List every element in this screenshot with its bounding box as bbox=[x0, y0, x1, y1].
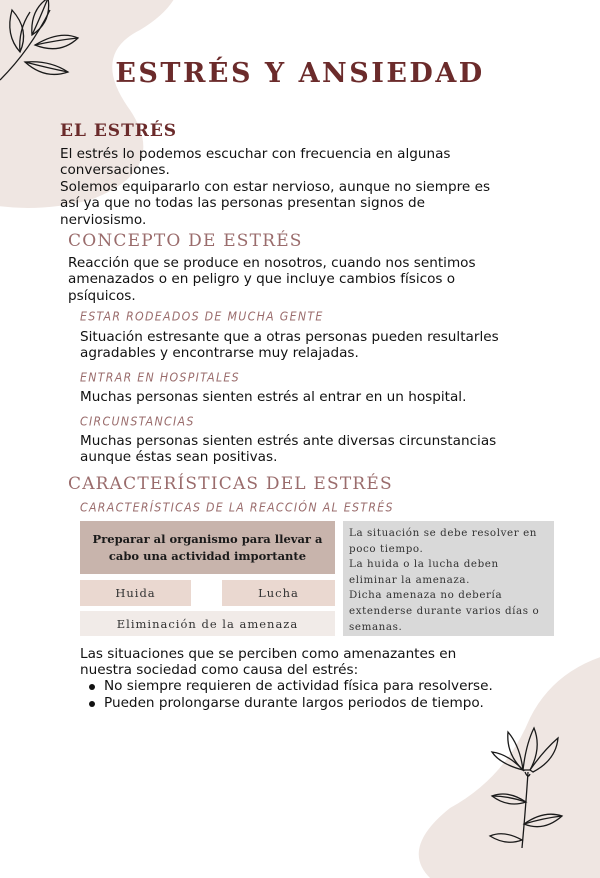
diagram-side-note bbox=[343, 521, 554, 636]
text-line: El estrés lo podemos escuchar con frecuencia en algunas bbox=[60, 146, 451, 162]
caracteristicas-subheading: CARACTERÍSTICAS DE LA REACCIÓN AL ESTRÉS bbox=[80, 500, 394, 515]
text-line: nuestra sociedad como causa del estrés: bbox=[80, 662, 359, 679]
diagram-huida-box: Huida bbox=[80, 580, 191, 606]
ejemplo-text-hospitales bbox=[80, 389, 466, 405]
text-line: así ya que no todas las personas presentan signos de bbox=[60, 195, 425, 212]
side-note-line: eliminar la amenaza. bbox=[349, 573, 471, 586]
text-line: nerviosismo. bbox=[60, 211, 147, 228]
list-item: No siempre requieren de actividad física para resolverse. bbox=[88, 678, 493, 695]
text-line: Las situaciones que se perciben como amenazantes en bbox=[80, 646, 457, 662]
list-item: Pueden prolongarse durante largos periodos de tiempo. bbox=[88, 695, 493, 712]
text-line: amenazados o en peligro y que incluye cambios físicos o bbox=[68, 271, 456, 288]
text-line: Muchas personas sienten estrés ante diversas circunstancias bbox=[80, 433, 497, 449]
side-note-line: Dicha amenaza no debería bbox=[349, 589, 503, 602]
text-line: Situación estresante que a otras personas pueden resultarles bbox=[80, 329, 499, 345]
caracteristicas-heading: CARACTERÍSTICAS DEL ESTRÉS bbox=[68, 474, 393, 494]
concepto-paragraph bbox=[68, 255, 476, 304]
diagram-eliminacion-box: Eliminación de la amenaza bbox=[80, 611, 335, 636]
situaciones-paragraph bbox=[80, 646, 456, 679]
ejemplo-heading-circunstancias: CIRCUNSTANCIAS bbox=[80, 414, 195, 429]
text-line: Solemos equipararlo con estar nervioso, aunque no siempre es bbox=[60, 178, 491, 195]
ejemplo-text-circunstancias bbox=[80, 433, 496, 466]
section-heading-estres: EL ESTRÉS bbox=[60, 121, 178, 141]
ejemplo-heading-hospitales: ENTRAR EN HOSPITALES bbox=[80, 370, 240, 385]
ejemplo-heading-gente: ESTAR RODEADOS DE MUCHA GENTE bbox=[80, 309, 324, 324]
diagram-lucha-box: Lucha bbox=[222, 580, 335, 606]
situaciones-list bbox=[88, 678, 493, 712]
side-note-line: La huida o la lucha deben bbox=[349, 558, 499, 571]
text-line: conversaciones. bbox=[60, 162, 170, 179]
ejemplo-text-gente bbox=[80, 329, 499, 362]
page-title: ESTRÉS Y ANSIEDAD bbox=[115, 58, 485, 89]
side-note-line: extenderse durante varios días o bbox=[349, 604, 540, 617]
side-note-line: poco tiempo. bbox=[349, 542, 424, 555]
text-line: psíquicos. bbox=[68, 287, 136, 304]
concepto-heading: CONCEPTO DE ESTRÉS bbox=[68, 231, 303, 251]
side-note-line: semanas. bbox=[349, 620, 403, 633]
text-line: Muchas personas sienten estrés al entrar en un hospital. bbox=[80, 389, 467, 405]
side-note-line: La situación se debe resolver en bbox=[349, 527, 538, 539]
diagram-main-line: Preparar al organismo para llevar a bbox=[92, 531, 323, 546]
estres-paragraph bbox=[60, 146, 490, 228]
diagram-main-box bbox=[80, 521, 335, 574]
text-line: Reacción que se produce en nosotros, cuando nos sentimos bbox=[68, 255, 476, 271]
text-line: aunque éstas sean positivas. bbox=[80, 449, 278, 466]
diagram-main-line: cabo una actividad importante bbox=[108, 548, 307, 563]
text-line: agradables y encontrarse muy relajadas. bbox=[80, 345, 359, 362]
